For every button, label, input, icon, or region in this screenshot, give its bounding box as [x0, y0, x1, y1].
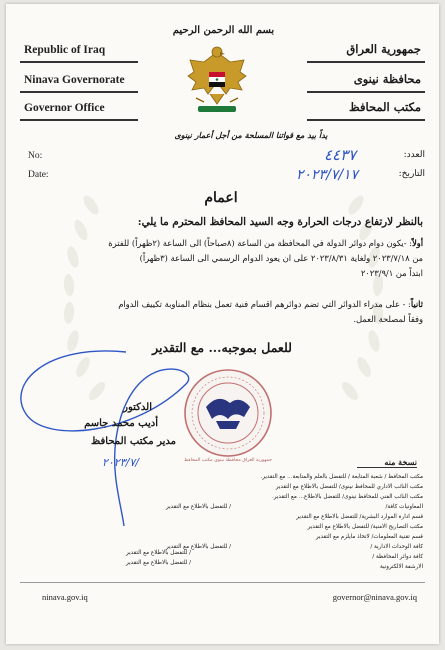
copy-line-8: كافة الوحدات الادارية / [370, 544, 423, 550]
item-first-label: أولاً [411, 238, 423, 248]
slogan: يداً بيد مع قواتنا المسلحة من أجل أعمار نينوى [174, 130, 328, 140]
copy-line-7: قسم تقنية المعلومات/ لاتخاذ مايلزم مع التقدير [315, 534, 423, 540]
header-country-en: Republic of Iraq [24, 44, 106, 56]
item-second-text-1: - على مدراء الدوائر التي تضم دوائرهم اقسام فنية تعمل بنظام المناوبة تكييف الدوام [118, 299, 406, 309]
signatory-name: أديب محمد جاسم [84, 418, 158, 429]
header-office-ar: مكتب المحافظ [349, 100, 421, 114]
header-governorate-ar: محافظة نينوى [353, 72, 421, 86]
basmala: بسم الله الرحمن الرحيم [172, 25, 275, 36]
item-first [18, 236, 423, 281]
header-rule-left-1 [20, 61, 138, 63]
copy-side-note-2: / للتفضل بالاطلاع مع التقدير [166, 544, 232, 550]
date-label-ar: التاريخ: [398, 169, 425, 179]
copy-line-9: كافة دوائر المحافظة / [372, 554, 423, 560]
stamp-ring-text: جمهورية العراق محافظة نينوى مكتب المحافظ [184, 458, 272, 463]
closing-line: للعمل بموجبه... مع التقدير [152, 340, 292, 355]
item-first-text-1: -يكون دوام دوائر الدولة في المحافظة من الساعة (٨صباحاً) الى الساعة (٢ظهراً) للفترة [108, 238, 407, 248]
item-second-text-2: وفقاً لمصلحة العمل. [353, 314, 423, 324]
number-label-en: No: [28, 151, 43, 161]
signatory-position: مدير مكتب المحافظ [91, 436, 176, 447]
document-title: اعمام [204, 190, 238, 206]
copy-line-5: قسم ادارة الموارد البشرية/ للتفضل بالاطلاع مع التقدير [296, 514, 423, 520]
item-second [18, 297, 423, 327]
official-stamp-icon [182, 367, 274, 459]
iraq-eagle-emblem-icon [184, 42, 250, 124]
date-label-en: Date: [28, 170, 49, 180]
copy-side-note-4: / للتفضل بالاطلاع مع التقدير [126, 560, 192, 566]
header-country-ar: جمهورية العراق [346, 42, 421, 56]
copies-heading: نسخة منه [384, 457, 417, 467]
item-first-text-3: ابتداً من ٢٠٢٣/٩/١ [360, 268, 423, 278]
header-office-en: Governor Office [24, 102, 105, 114]
item-first-text-2: من ٢٠٢٣/٧/١٨ ولغاية ٢٠٢٣/٨/٣١ على ان يعود الدوام الرسمي الى الساعة (٣ظهراً) [139, 253, 423, 263]
header-rule-left-2 [20, 91, 138, 93]
number-label-ar: العدد: [403, 150, 425, 160]
signature-date-handwritten: ٢٠٢٣/٧/ [102, 456, 139, 469]
header-rule-left-3 [20, 119, 138, 121]
document-date-value: ٢٠٢٣/٧/١٧ [296, 167, 359, 183]
item-first-line-1: أولاً: -يكون دوام دوائر الدولة في المحافظة من الساعة (٨صباحاً) الى الساعة (٢ظهراً) للفترة [108, 238, 423, 248]
copy-line-4: المعاونيات كافة/ [385, 504, 423, 510]
copy-side-note-3: / للتفضل بالاطلاع مع التقدير [126, 550, 192, 556]
document-number-value: ٤٤٣٧ [324, 146, 357, 164]
footer-website: ninava.gov.iq [42, 592, 88, 602]
item-second-line-1: ثانياً: - على مدراء الدوائر التي تضم دوائرهم اقسام فنية تعمل بنظام المناوبة تكييف الدوام [118, 299, 423, 309]
footer-email: governor@ninava.gov.iq [332, 592, 417, 602]
footer-rule [20, 582, 425, 583]
subject-line: بالنظر لارتفاع درجات الحرارة وجه السيد المحافظ المحترم ما يلي: [137, 216, 423, 228]
header-rule-right-1 [307, 61, 425, 63]
copy-side-note-1: / للتفضل بالاطلاع مع التقدير [166, 504, 232, 510]
copy-line-6: مكتب التصاريح الامنية/ للتفضل بالاطلاع مع التقدير [307, 524, 423, 530]
document-page [6, 4, 439, 644]
signatory-title: الدكتور [123, 402, 152, 413]
item-second-label: ثانياً [410, 299, 423, 309]
copies-heading-rule [357, 467, 417, 468]
header-governorate-en: Ninava Governorate [24, 74, 125, 86]
header-rule-right-3 [307, 119, 425, 121]
copy-line-10: الارشفة الالكترونية [380, 564, 423, 570]
header-rule-right-2 [307, 91, 425, 93]
copy-line-2: مكتب النائب الاداري للمحافظ نينوى/ للتفضل بالاطلاع مع التقدير [275, 484, 423, 490]
copy-line-1: مكتب المحافظ / شعبة المتابعة / للتفضل بالعلم والمتابعة... مع التقدير. [260, 474, 423, 480]
copy-line-3: مكتب النائب الفني للمحافظ نينوى/ للتفضل بالاطلاع... مع التقدير. [272, 494, 423, 500]
